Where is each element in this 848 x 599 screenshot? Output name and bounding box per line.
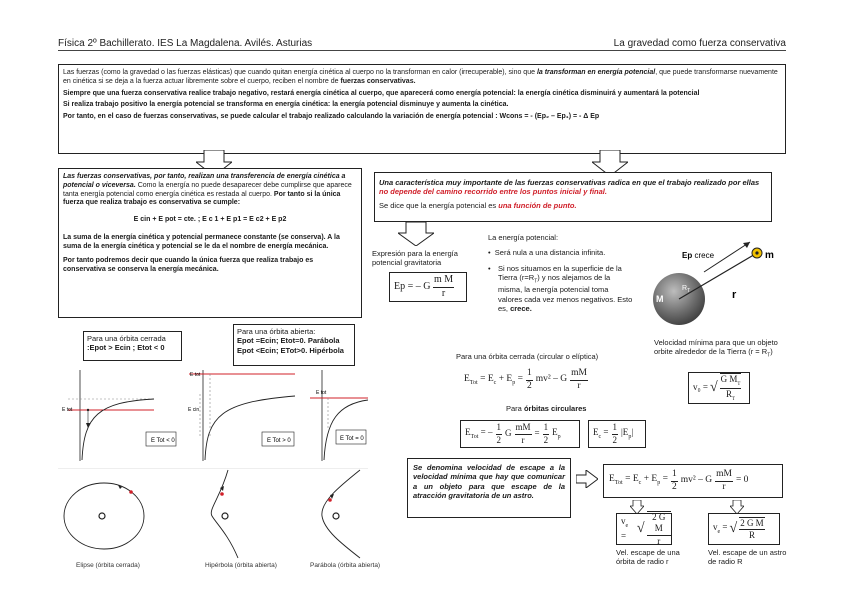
- conservation-text: Como la energía no puede desaparecer debe cumplirse que aparece tanta energía potencial como energía cinética es restada al cuerpo.: [63, 181, 352, 198]
- arrowhead-icon: [743, 242, 750, 248]
- caption-ellipse: Elipse (órbita cerrada): [76, 562, 140, 569]
- open-orbit-box: [233, 324, 355, 366]
- v0-label: v₀ =: [693, 382, 708, 393]
- bullet-text: Si nos situamos en la superficie de la Tierra (r=R: [498, 264, 622, 283]
- earth-radius-label: $R_T$: [682, 285, 691, 294]
- caption-parabola: Parábola (órbita abierta): [310, 562, 381, 569]
- closed-orbit-title: Para una órbita cerrada (circular o elíptica): [456, 352, 599, 361]
- v0-numerator: G M: [720, 373, 738, 384]
- intro-paragraph-2: Siempre que una fuerza conservativa realice trabajo negativo, restará energía cinética al cuerpo, que aparecerá como energía potencial: la energía cinética disminuirá y aumentará la potencial: [63, 89, 700, 97]
- escape-velocity-box: [407, 458, 571, 518]
- ep-fraction: [433, 274, 454, 300]
- intro-text: Las fuerzas (como la gravedad o las fuerzas elásticas) que cuando quitan energía cinética al cuerpo no la transforman en calor (irrecuperable), sino que: [63, 69, 537, 76]
- parabola-orbit: [322, 470, 360, 558]
- escape-definition: Se denomina velocidad de escape a la velocidad mínima que hay que comunicar a un objeto para que escape de la atracción gravitatoria de un astro.: [413, 463, 565, 501]
- axis-etot-label: E tot: [316, 390, 327, 396]
- path-paragraph-1: [379, 178, 767, 197]
- arrow-down-icon: [630, 500, 644, 514]
- escape-velocity-astro-box: $v_e$ = √ $\frac{\text{2 G M}}{R}$: [708, 513, 780, 545]
- ep-expression-label: Expresión para la energía potencial gravitatoria: [372, 249, 458, 268]
- orbit-shapes: [58, 468, 368, 560]
- intro-emphasis: la transforman en energía potencial: [536, 69, 656, 76]
- ep-crece-label: Ep crece: [682, 251, 715, 260]
- min-velocity-box: v₀ = √ $\frac{G M_T}{R_T}$: [688, 372, 750, 404]
- header-rule: [58, 50, 786, 51]
- path-text: Una característica muy importante de las fuerzas conservativas radica en que el trabajo realizado por ellas: [379, 178, 760, 187]
- ve-astro-denominator: R: [748, 530, 755, 540]
- energy-graph-closed: [62, 370, 176, 461]
- object-mass-label: m: [765, 250, 774, 261]
- intro-paragraph-4: Por tanto, en el caso de fuerzas conservativas, se puede calcular el trabajo realizado calculando la variación de energía potencial : Wcons = - (Ep₂ – Ep₁) = - Δ Ep: [63, 113, 600, 120]
- ellipse-orbit: [64, 483, 144, 549]
- potential-bullet-1: • Será nula a una distancia infinita.: [488, 248, 606, 257]
- intro-paragraph-3: Si realiza trabajo positivo la energía potencial se transforma en energía cinética: la energía potencial disminuye y aumenta la cinética.: [63, 101, 509, 109]
- bullet-text: Será nula a una distancia infinita.: [494, 248, 606, 257]
- conservation-paragraph-3: Por tanto podremos decir que cuando la única fuerza que realiza trabajo es conservativa se conserva la energía mecánica.: [63, 257, 314, 273]
- graph-label-closed: E Tot < 0: [151, 438, 175, 444]
- closed-orbit-equation: $E_{Tot} = E_c + E_p$ = $\frac{1}{2}$ mv² – G $\frac{mM}{r}$: [464, 368, 587, 391]
- v0-denominator: R: [726, 389, 733, 399]
- energy-graph-parabola: [310, 370, 368, 461]
- open-orbit-eq-parabola: Epot =Ecin; Etot=0. Parábola: [237, 336, 340, 346]
- axis-ecin-label: E cin: [188, 407, 200, 413]
- path-text: Se dice que la energía potencial es: [379, 200, 499, 210]
- conservation-equation: E cin + E pot = cte. ; E c 1 + E p1 = E c2 + E p2: [133, 216, 287, 223]
- distance-label: r: [732, 289, 737, 301]
- potential-title: La energía potencial:: [488, 233, 559, 242]
- path-paragraph-2: [379, 201, 767, 210]
- min-velocity-title: Velocidad mínima para que un objeto orbite alrededor de la Tierra $(r = R_T)$: [654, 338, 778, 359]
- min-velocity-text: ): [770, 347, 773, 357]
- ve-orbit-numerator: 2 G M: [647, 512, 671, 536]
- circular-orbits-title: [506, 404, 586, 413]
- path-emphasis: no depende del camino recorrido entre los puntos inicial y final.: [379, 187, 607, 197]
- circular-title-text: Para: [506, 404, 524, 413]
- circular-energy-box: $E_{Tot}$ = – $\frac{1}{2}$ G $\frac{mM}{r}$ = $\frac{1}{2}$ $E_p$: [460, 420, 580, 448]
- ve-orbit-denominator: r: [657, 535, 661, 546]
- intro-paragraph-1: [63, 69, 781, 87]
- hyperbola-orbit: [211, 470, 238, 558]
- energy-graphs: [58, 366, 368, 466]
- bullet-emphasis: crece.: [510, 303, 532, 313]
- min-velocity-text: Velocidad mínima para que un objeto orbite alrededor de la Tierra (r = R: [654, 338, 778, 357]
- header-right: La gravedad como fuerza conservativa: [613, 38, 786, 49]
- circular-title-bold: órbitas circulares: [523, 404, 587, 413]
- energy-graph-hyperbola: [188, 370, 295, 461]
- escape-caption-orbit: Vel. escape de una órbita de radio r: [616, 548, 680, 567]
- earth-mass-label: M: [656, 294, 664, 304]
- arrow-down-icon: [730, 500, 744, 514]
- ep-numerator: m M: [433, 274, 454, 288]
- arrow-down-icon: [398, 222, 434, 246]
- kinetic-energy-box: $E_c$ = $\frac{1}{2}$ $|E_p|$: [588, 420, 646, 448]
- intro-term: fuerzas conservativas.: [340, 77, 416, 85]
- closed-orbit-box: [83, 331, 182, 361]
- closed-orbit-eq: :Epot > Ecin ; Etot < 0: [87, 343, 165, 353]
- potential-bullet-2: • Si nos situamos en la superficie de la Tierra $(r=R_T)$ y nos alejamos de la misma, la energía potencial toma valores cada vez menos negativos. Esto es, crece.: [488, 264, 633, 313]
- object-center: [755, 251, 758, 254]
- closed-orbit-title: Para una órbita cerrada: [87, 334, 166, 343]
- ve-astro-numerator: 2 G M: [739, 518, 765, 530]
- escape-energy-box: $E_{Tot} = E_c + E_p$ = $\frac{1}{2}$ mv² – G $\frac{mM}{r}$ = 0: [603, 464, 783, 498]
- earth-diagram: [640, 234, 790, 344]
- conservation-text: Por tanto si la única fuerza que realiza trabajo es conservativa se cumple:: [63, 190, 341, 207]
- caption-hyperbola: Hipérbola (órbita abierta): [205, 562, 277, 569]
- ep-formula: Ep = – G: [394, 280, 431, 292]
- graph-label-parabola: E Tot = 0: [340, 436, 364, 442]
- path-independence-box: [374, 172, 772, 222]
- path-emphasis: una función de punto.: [498, 200, 577, 210]
- header-left: Física 2º Bachillerato. IES La Magdalena. Avilés. Asturias: [58, 38, 313, 49]
- axis-etot-label: E tot: [190, 372, 201, 378]
- arrow-right-icon: [576, 470, 598, 488]
- ep-denominator: r: [441, 287, 446, 299]
- graph-label-hyperbola: E Tot > 0: [267, 438, 291, 444]
- ep-formula-box: [389, 272, 467, 302]
- escape-velocity-orbit-box: $v_e$ = √ $\frac{\text{2 G M}}{r}$: [616, 513, 672, 545]
- conservation-paragraph-1: [63, 173, 357, 208]
- axis-etot-label: E tot: [62, 407, 73, 413]
- intro-box: [58, 64, 786, 154]
- conservation-paragraph-2: La suma de la energía cinética y potencial permanece constante (se conserva). A la suma de la energía cinética y potencial se le da el nombre de energía mecánica.: [63, 233, 340, 250]
- escape-caption-astro: Vel. escape de un astro de radio R: [708, 548, 787, 567]
- bullet-text: ) y nos alejamos de la misma, la energía potencial toma valores cada vez menos negativos. Esto es,: [498, 273, 633, 313]
- open-orbit-eq-hyperbola: Epot <Ecin; ETot>0. Hipérbola: [237, 345, 344, 355]
- intro-text: , que puede transformarse nuevamente en cinética si se deja a la fuerza actuar libremente sobre el cuerpo, reciben el nombre de: [63, 69, 778, 85]
- conservation-box: [58, 168, 362, 318]
- open-orbit-title: Para una órbita abierta:: [237, 327, 316, 336]
- conservation-emphasis: Las fuerzas conservativas, por tanto, realizan una transferencia de energía cinética a potencial o viceversa.: [63, 173, 346, 189]
